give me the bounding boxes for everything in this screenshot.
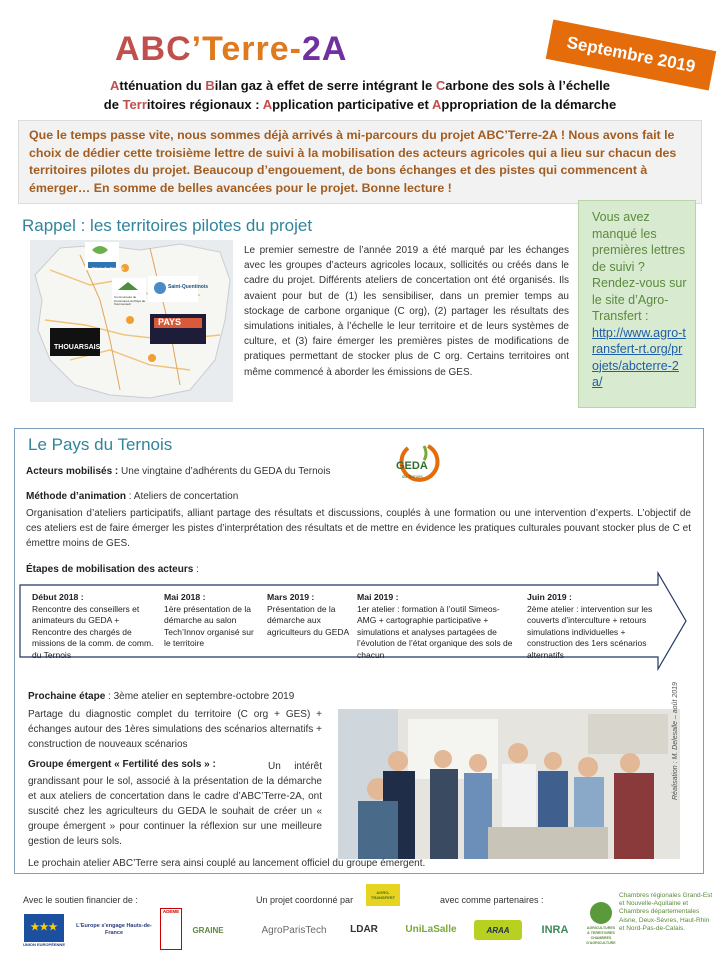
- workshop-photo: [338, 709, 680, 859]
- map-label-saint-quentinois: Saint-Quentinois: [168, 284, 208, 290]
- ademe-logo: ADEME: [160, 908, 182, 950]
- agro-transfert-link[interactable]: http://www.agro-transfert-rt.org/projets/abcterre-2a/: [592, 325, 686, 389]
- agro-transfert-logo: AGRO-TRANSFERT: [366, 884, 400, 906]
- chambres-text: Chambres régionales Grand-Est et Nouvelle-Aquitaine et Chambres départementales Aisne, Deux-Sèvres, Haut-Rhin et Nord-Pas-de-Calais.: [619, 892, 713, 932]
- graine-logo: GRAINE: [192, 925, 224, 935]
- newsletter-subtitle: [40, 76, 680, 114]
- chambres-agriculture-logo: AGRICULTURES & TERRITOIRES CHAMBRES D'AGRICULTURE: [586, 892, 616, 946]
- section-title-rappel: Rappel : les territoires pilotes du projet: [22, 216, 313, 235]
- newsletter-title: ABC’Terre-2A: [115, 30, 348, 68]
- unilasalle-logo: UniLaSalle: [405, 923, 457, 935]
- workshop-photo-graphic: [338, 709, 680, 859]
- prochaine-etape-line: Prochaine étape : 3ème atelier en septembre-octobre 2019: [28, 691, 295, 702]
- timeline-step: Juin 2019 : 2ème atelier : intervention sur les couverts d’interculture + retours simulations individuelles + construction des 1ers scénarios alternatifs: [527, 592, 653, 660]
- prochaine-etape-paragraph: Partage du diagnostic complet du territoire (C org + GES) + échanges autour des 1ères simulations des scénarios alternatifs + construction de nouveaux scénarios: [28, 709, 322, 750]
- etapes-line: Étapes de mobilisation des acteurs :: [26, 564, 199, 575]
- subtitle-line-2: de Territoires régionaux : Application participative et Appropriation de la démarche: [103, 97, 617, 112]
- timeline-step: Mai 2018 : 1ère présentation de la démarche au salon Tech’Innov organisé sur le territoire: [164, 592, 254, 648]
- timeline-step: Début 2018 : Rencontre des conseillers et animateurs du GEDA + Rencontre des chargés de missions de la comm. de comm. du Ternois: [32, 592, 154, 660]
- coordonne-label: Un projet coordonné par: [256, 895, 354, 905]
- pilot-territories-map: [30, 240, 233, 402]
- map-label-pays: PAYS: [158, 317, 182, 327]
- methode-line: Méthode d’animation : Ateliers de concertation: [26, 491, 239, 502]
- groupe-emergent-heading: Groupe émergent « Fertilité des sols » :: [28, 759, 216, 770]
- intro-box: Que le temps passe vite, nous sommes déjà arrivés à mi-parcours du projet ABC’Terre-2A ! Nous avons fait le choix de dédier cette troisième lettre de suivi à la mobilisation des acteurs agricoles qui a lieu sur chacun des territoires pilotes du projet. Beaucoup d’engouement, de bons échanges et des pistes qui commencent à émerger… En somme de belles avancées pour le projet. Bonne lecture !: [18, 120, 702, 204]
- araa-logo: ARAA: [474, 920, 522, 940]
- eu-logo: ★★★ UNION EUROPÉENNE: [22, 910, 66, 950]
- eu-flag-icon: ★★★: [24, 914, 64, 942]
- section-title-ternois: Le Pays du Ternois: [28, 435, 173, 454]
- partenaires-label: avec comme partenaires :: [440, 895, 544, 905]
- methode-paragraph: Organisation d’ateliers participatifs, alliant partage des résultats et discussions, couplés à une formation ou une intervention d’experts. L’objectif de ces ateliers est de faire émerger les pistes d’interprétation des résultats et de mettre en évidence les pratiques culturales pouvant stocker plus de C et émettre moins de GES.: [26, 508, 691, 549]
- rappel-paragraph: Le premier semestre de l’année 2019 a été marqué par les échanges avec les groupes d’acteurs agricoles locaux, sollicités ou créés dans le cadre du projet. Différents ateliers de concertation ont été organisés. Ils avaient pour but de (1) les sensibiliser, dans un premier temps au stockage de carbone organique (C org), (2) partager les résultats des simulations initiales, à l’échelle le leur territoire et de leurs systèmes de culture, et (3) faire émerger les premières pistes de modifications de pratiques permettant de stocker plus de C org. Certains territoires ont même commencé à aborder les émissions de GES.: [244, 245, 569, 378]
- timeline-step: Mai 2019 : 1er atelier : formation à l’outil Simeos-AMG + cartographie participative + simulations et analyses partagées de l’évolution de l’état organique des sols de chacun: [357, 592, 513, 660]
- callout-text: Vous avez manqué les premières lettres de suivi ? Rendez-vous sur le site d’Agro-Transfert :: [592, 210, 687, 323]
- map-label-ternois: Pays du Ternois: [92, 266, 124, 271]
- europe-hdf-logo: L'Europe s'engage Hauts-de-France: [76, 923, 152, 936]
- agriculture-leaf-icon: [590, 902, 612, 924]
- timeline-step: Mars 2019 : Présentation de la démarche aux agriculteurs du GEDA: [267, 592, 350, 637]
- acteurs-line: Acteurs mobilisés : Une vingtaine d’adhérents du GEDA du Ternois: [26, 466, 331, 477]
- closing-line: Le prochain atelier ABC’Terre sera ainsi couplé au lancement officiel du groupe émergent.: [28, 858, 426, 869]
- map-label-thouarsais: THOUARSAIS: [54, 344, 101, 351]
- previous-letters-callout: [578, 200, 696, 408]
- geda-logo: GEDA du Ternois: [388, 442, 452, 490]
- map-label-hermenault: Communauté de Communes du Pays de l'Hermenault: [114, 295, 146, 306]
- subtitle-line-1: Atténuation du Bilan gaz à effet de serre intégrant le Carbone des sols à l’échelle: [110, 78, 610, 93]
- credit-vertical: Réalisation : M. Delesalle – août 2019: [672, 682, 679, 800]
- soutien-label: Avec le soutien financier de :: [23, 895, 138, 905]
- map-graphic: [30, 240, 233, 402]
- ldar-logo: LDAR: [350, 923, 378, 935]
- groupe-emergent-paragraph: Un intérêt grandissant pour le sol, associé à la présentation de la démarche et aux ateliers de concertation dans le cadre d’ABC’Terre-2A, ont suscité chez les agriculteurs du GEDA le souhait de créer un « groupe émergent » pour continuer la réflexion sur une meilleure gestion de leurs sols.: [28, 761, 322, 847]
- agroparistech-logo: AgroParisTech: [261, 924, 327, 936]
- date-badge: Septembre 2019: [546, 20, 717, 91]
- inra-logo: INRA: [541, 924, 569, 936]
